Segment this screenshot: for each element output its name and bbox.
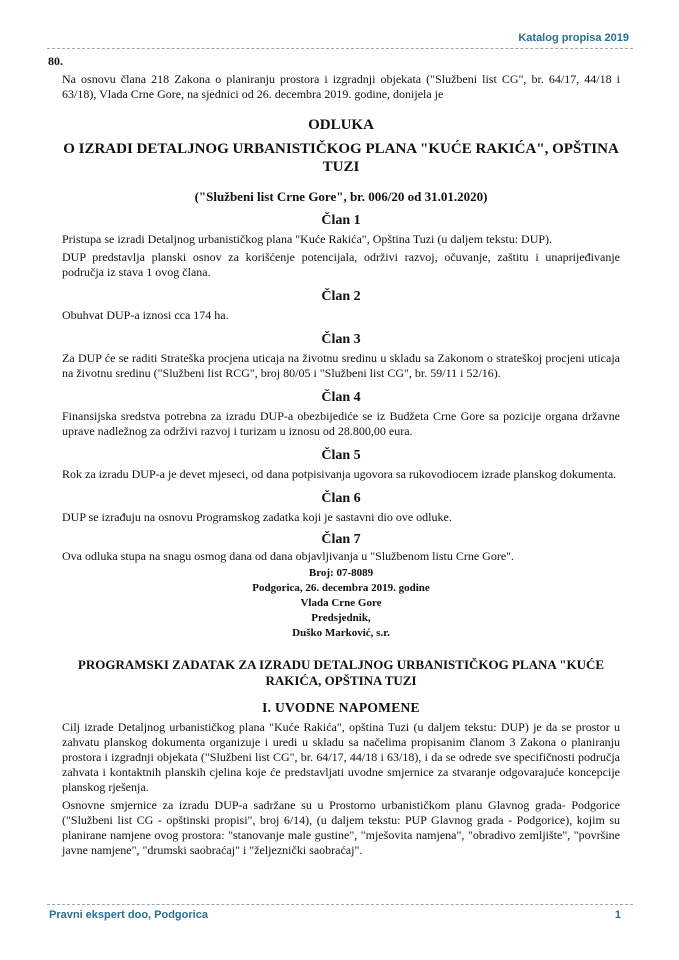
document-title: ODLUKA bbox=[308, 117, 374, 133]
section-paragraph: Cilj izrade Detaljnog urbanističkog plana "Kuće Rakića", opština Tuzi (u daljem tekstu: DUP) je da se prostor u zahvatu planskog dokumenta organizuje i uredi u skladu sa načelima propisanim članom 3 Zakona o planiranju prostora i izgradnji objekata ("Službeni list CG", br. 64/17, 44/18 i 63/18), i da se odrede sve specifičnosti područja zahvata i kontaktnih planskih cjelina koje će predstavljati uvodne smjernice za stvaranje odgovarajuće koncepcije planskog rješenja. bbox=[62, 720, 620, 794]
document-subtitle: O IZRADI DETALJNOG URBANISTIČKOG PLANA "KUĆE RAKIĆA", OPŠTINA TUZI bbox=[63, 141, 619, 175]
document-body bbox=[62, 52, 620, 858]
article-heading: Član 4 bbox=[321, 390, 361, 405]
article-heading: Član 5 bbox=[321, 448, 361, 463]
signature-place-date: Podgorica, 26. decembra 2019. godine bbox=[252, 582, 430, 594]
article-paragraph: Obuhvat DUP-a iznosi cca 174 ha. bbox=[62, 308, 229, 322]
publication-reference: ("Službeni list Crne Gore", br. 006/20 od 31.01.2020) bbox=[194, 189, 488, 204]
article-paragraph: Finansijska sredstva potrebna za izradu DUP-a obezbijediće se iz Budžeta Crne Gore sa pozicije organa državne uprave nadležnog za održivi razvoj i turizam u iznosu od 28.800,00 eura. bbox=[62, 409, 620, 438]
article-paragraph: DUP predstavlja planski osnov za korišćenje potencijala, održivi razvoj, očuvanje, zaštitu i unaprijeđivanje područja iz stava 1 ovog člana. bbox=[62, 250, 620, 279]
publisher-name: Pravni ekspert doo, Podgorica bbox=[49, 909, 208, 921]
article-heading: Član 7 bbox=[321, 532, 361, 547]
signature-role: Predsjednik, bbox=[311, 612, 371, 624]
page-number: 1 bbox=[614, 909, 621, 921]
section-paragraph: Osnovne smjernice za izradu DUP-a sadržane su u Prostorno urbanističkom planu Glavnog grada- Podgorice ("Službeni list CG - opštinski propisi", broj 6/14), (u daljem tekstu: PUP Glavnog grada - Podgorice), kojim su planirane namjene ovog prostora: "stanovanje male gustine", "mješovita namjena", "obradivo zemljište", "površine javne namjene", "drumski saobraćaj" i "željeznički saobraćaj". bbox=[62, 798, 620, 857]
act-number: 80. bbox=[48, 54, 63, 68]
page-header bbox=[47, 30, 633, 49]
article-paragraph: Rok za izradu DUP-a je devet mjeseci, od dana potpisivanja ugovora sa rukovodiocem izrade planskog dokumenta. bbox=[62, 467, 617, 481]
catalog-title: Katalog propisa 2019 bbox=[518, 32, 629, 44]
article-paragraph: Pristupa se izradi Detaljnog urbanističkog plana "Kuće Rakića", Opština Tuzi (u daljem tekstu: DUP). bbox=[62, 232, 553, 246]
article-paragraph: DUP se izrađuju na osnovu Programskog zadatka koji je sastavni dio ove odluke. bbox=[62, 510, 452, 524]
signature-body: Vlada Crne Gore bbox=[300, 597, 382, 609]
article-heading: Član 3 bbox=[321, 332, 361, 347]
signature-number: Broj: 07-8089 bbox=[308, 567, 374, 579]
article-paragraph: Ova odluka stupa na snagu osmog dana od dana objavljivanja u "Službenom listu Crne Gore". bbox=[62, 549, 515, 563]
preamble: Na osnovu člana 218 Zakona o planiranju prostora i izgradnji objekata ("Službeni list CG", br. 64/17, 44/18 i 63/18), Vlada Crne Gore, na sjednici od 26. decembra 2019. godine, donijela je bbox=[62, 72, 620, 101]
page-footer bbox=[47, 904, 633, 923]
signature-name: Duško Marković, s.r. bbox=[292, 627, 390, 639]
article-heading: Član 2 bbox=[321, 289, 361, 304]
article-heading: Član 1 bbox=[321, 213, 361, 228]
article-paragraph: Za DUP će se raditi Strateška procjena uticaja na životnu sredinu u skladu sa Zakonom o strateškoj procjeni uticaja na životnu sredinu ("Službeni list RCG", broj 80/05 i "Službeni list CG", br. 59/11 i 52/16). bbox=[62, 351, 620, 380]
section-title: I. UVODNE NAPOMENE bbox=[262, 700, 420, 715]
article-heading: Član 6 bbox=[321, 491, 361, 506]
program-title: PROGRAMSKI ZADATAK ZA IZRADU DETALJNOG URBANISTIČKOG PLANA "KUĆE RAKIĆA, OPŠTINA TUZI bbox=[77, 657, 605, 688]
